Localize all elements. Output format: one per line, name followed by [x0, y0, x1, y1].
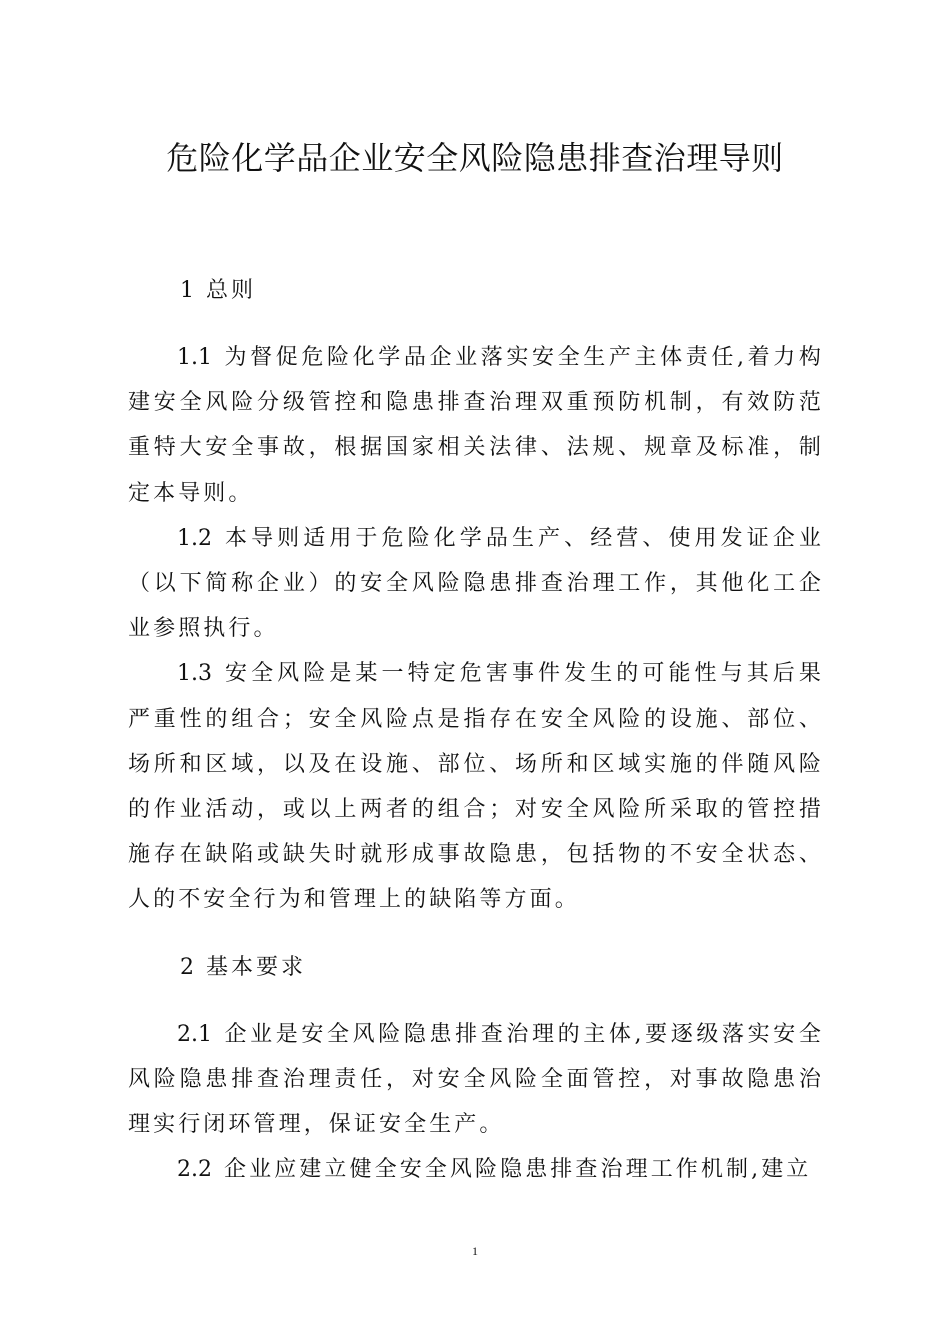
- document-body: [128, 268, 824, 1192]
- clause-1-1: [128, 335, 824, 516]
- clause-2-1: [128, 1012, 824, 1148]
- section-heading-basic-requirements: [128, 945, 824, 990]
- clause-number: 2.1: [177, 1021, 212, 1047]
- clause-2-2: [128, 1147, 824, 1192]
- section-title: 总则: [206, 278, 257, 303]
- clause-number: 2.2: [177, 1157, 212, 1183]
- clause-number: 1.3: [177, 661, 212, 687]
- section-heading-general: [128, 268, 824, 313]
- clause-text: 安全风险是某一特定危害事件发生的可能性与其后果严重性的组合；安全风险点是指存在安全风险的设施、部位、场所和区域，以及在设施、部位、场所和区域实施的伴随风险的作业活动，或以上两者的组合；对安全风险所采取的管控措施存在缺陷或缺失时就形成事故隐患，包括物的不安全状态、人的不安全行为和管理上的缺陷等方面。: [128, 661, 824, 913]
- section-title: 基本要求: [206, 954, 307, 980]
- clause-number: 1.1: [177, 345, 212, 370]
- clause-text: 本导则适用于危险化学品生产、经营、使用发证企业（以下简称企业）的安全风险隐患排查治理工作，其他化工企业参照执行。: [128, 525, 824, 642]
- page-number: 1: [472, 1244, 478, 1258]
- section-number: 1: [180, 278, 194, 303]
- clause-number: 1.2: [177, 525, 212, 551]
- clause-text: 企业是安全风险隐患排查治理的主体,要逐级落实安全风险隐患排查治理责任，对安全风险全面管控，对事故隐患治理实行闭环管理，保证安全生产。: [128, 1021, 824, 1138]
- section-number: 2: [180, 954, 194, 980]
- clause-1-3: [128, 651, 824, 922]
- document-title: 危险化学品企业安全风险隐患排查治理导则: [166, 139, 784, 177]
- clause-text: 为督促危险化学品企业落实安全生产主体责任,着力构建安全风险分级管控和隐患排查治理双重预防机制，有效防范重特大安全事故，根据国家相关法律、法规、规章及标准，制定本导则。: [128, 345, 824, 506]
- clause-text: 企业应建立健全安全风险隐患排查治理工作机制,建立: [224, 1157, 812, 1183]
- clause-1-2: [128, 516, 824, 652]
